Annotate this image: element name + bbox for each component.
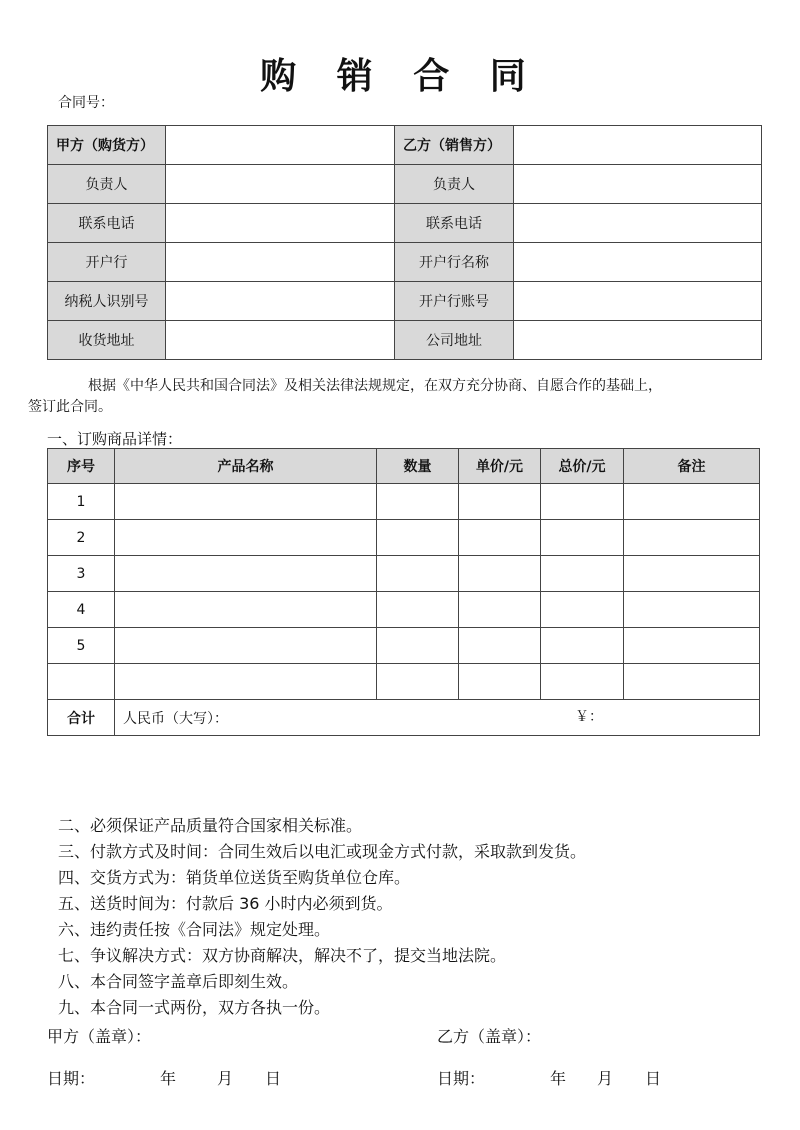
total-label: 合计 xyxy=(48,700,115,736)
row-number: 1 xyxy=(48,484,115,520)
party-b-date-label: 日期： xyxy=(437,1069,486,1088)
party-a-day: 日 xyxy=(265,1069,282,1088)
items-header-cell: 单价/元 xyxy=(459,449,541,484)
unit-price-cell[interactable] xyxy=(459,556,541,592)
items-table xyxy=(47,448,760,736)
term-item: 五、送货时间为：付款后 36 小时内必须到货。 xyxy=(58,894,393,913)
buyer-header: 甲方（购货方） xyxy=(48,126,166,165)
buyer-delivery-address-field[interactable] xyxy=(166,321,395,360)
seller-contact-person-field[interactable] xyxy=(514,165,762,204)
total-price-cell[interactable] xyxy=(541,484,624,520)
quantity-cell[interactable] xyxy=(377,592,459,628)
contract-number-label: 合同号： xyxy=(58,95,114,111)
intro-line-2: 签订此合同。 xyxy=(28,399,112,415)
total-price-cell[interactable] xyxy=(541,664,624,700)
party-b-seal-label: 乙方（盖章）： xyxy=(437,1027,542,1046)
remarks-cell[interactable] xyxy=(624,592,760,628)
section1-title: 一、订购商品详情： xyxy=(47,430,183,448)
buyer-row-label: 开户行 xyxy=(48,243,166,282)
buyer-bank-field[interactable] xyxy=(166,243,395,282)
party-info-table xyxy=(47,125,762,360)
table-row xyxy=(48,628,760,664)
items-header-cell: 序号 xyxy=(48,449,115,484)
seller-name-field[interactable] xyxy=(514,126,762,165)
total-yen-label: ￥： xyxy=(575,709,603,725)
intro-paragraph xyxy=(28,376,768,418)
buyer-row-label: 收货地址 xyxy=(48,321,166,360)
product-name-cell[interactable] xyxy=(115,592,377,628)
items-header-cell: 备注 xyxy=(624,449,760,484)
table-row xyxy=(48,664,760,700)
intro-line-1: 根据《中华人民共和国合同法》及相关法律法规规定，在双方充分协商、自愿合作的基础上， xyxy=(88,378,662,394)
buyer-taxpayer-id-field[interactable] xyxy=(166,282,395,321)
seller-bank-account-field[interactable] xyxy=(514,282,762,321)
row-number: 3 xyxy=(48,556,115,592)
buyer-phone-field[interactable] xyxy=(166,204,395,243)
seller-row-label: 开户行名称 xyxy=(395,243,514,282)
quantity-cell[interactable] xyxy=(377,664,459,700)
seller-row-label: 负责人 xyxy=(395,165,514,204)
unit-price-cell[interactable] xyxy=(459,520,541,556)
product-name-cell[interactable] xyxy=(115,628,377,664)
seller-header: 乙方（销售方） xyxy=(395,126,514,165)
items-header-cell: 数量 xyxy=(377,449,459,484)
seller-bank-name-field[interactable] xyxy=(514,243,762,282)
table-row xyxy=(48,592,760,628)
row-number: 4 xyxy=(48,592,115,628)
party-a-year: 年 xyxy=(160,1069,177,1088)
total-price-cell[interactable] xyxy=(541,628,624,664)
remarks-cell[interactable] xyxy=(624,664,760,700)
quantity-cell[interactable] xyxy=(377,628,459,664)
buyer-contact-person-field[interactable] xyxy=(166,165,395,204)
seller-phone-field[interactable] xyxy=(514,204,762,243)
party-b-year: 年 xyxy=(550,1069,567,1088)
product-name-cell[interactable] xyxy=(115,664,377,700)
contract-terms xyxy=(58,813,586,1021)
row-number xyxy=(48,664,115,700)
quantity-cell[interactable] xyxy=(377,484,459,520)
term-item: 七、争议解决方式：双方协商解决，解决不了，提交当地法院。 xyxy=(58,946,507,965)
buyer-row-label: 纳税人识别号 xyxy=(48,282,166,321)
unit-price-cell[interactable] xyxy=(459,592,541,628)
remarks-cell[interactable] xyxy=(624,520,760,556)
party-a-seal-label: 甲方（盖章）： xyxy=(47,1027,152,1046)
seller-company-address-field[interactable] xyxy=(514,321,762,360)
row-number: 5 xyxy=(48,628,115,664)
items-header-cell: 总价/元 xyxy=(541,449,624,484)
items-header-cell: 产品名称 xyxy=(115,449,377,484)
term-item: 八、本合同签字盖章后即刻生效。 xyxy=(58,972,299,991)
term-item: 二、必须保证产品质量符合国家相关标准。 xyxy=(58,816,363,835)
term-item: 六、违约责任按《合同法》规定处理。 xyxy=(58,920,331,939)
quantity-cell[interactable] xyxy=(377,556,459,592)
unit-price-cell[interactable] xyxy=(459,484,541,520)
term-item: 四、交货方式为：销货单位送货至购货单位仓库。 xyxy=(58,868,411,887)
party-a-date-label: 日期： xyxy=(47,1069,96,1088)
party-b-day: 日 xyxy=(645,1069,662,1088)
unit-price-cell[interactable] xyxy=(459,628,541,664)
remarks-cell[interactable] xyxy=(624,556,760,592)
product-name-cell[interactable] xyxy=(115,556,377,592)
contract-title: 购 销 合 同 xyxy=(260,56,540,97)
party-a-month: 月 xyxy=(217,1069,234,1088)
party-b-month: 月 xyxy=(597,1069,614,1088)
seller-row-label: 开户行账号 xyxy=(395,282,514,321)
seller-row-label: 公司地址 xyxy=(395,321,514,360)
total-price-cell[interactable] xyxy=(541,556,624,592)
seller-row-label: 联系电话 xyxy=(395,204,514,243)
unit-price-cell[interactable] xyxy=(459,664,541,700)
total-rmb-label: 人民币（大写）： xyxy=(123,710,228,727)
total-row xyxy=(48,700,760,736)
table-row xyxy=(48,484,760,520)
table-row xyxy=(48,556,760,592)
term-item: 三、付款方式及时间：合同生效后以电汇或现金方式付款，采取款到发货。 xyxy=(58,842,587,861)
row-number: 2 xyxy=(48,520,115,556)
buyer-row-label: 负责人 xyxy=(48,165,166,204)
term-item: 九、本合同一式两份，双方各执一份。 xyxy=(58,998,331,1017)
buyer-row-label: 联系电话 xyxy=(48,204,166,243)
quantity-cell[interactable] xyxy=(377,520,459,556)
product-name-cell[interactable] xyxy=(115,520,377,556)
buyer-name-field[interactable] xyxy=(166,126,395,165)
table-row xyxy=(48,520,760,556)
product-name-cell[interactable] xyxy=(115,484,377,520)
remarks-cell[interactable] xyxy=(624,628,760,664)
remarks-cell[interactable] xyxy=(624,484,760,520)
total-price-cell[interactable] xyxy=(541,592,624,628)
total-amount-field[interactable] xyxy=(115,700,760,736)
total-price-cell[interactable] xyxy=(541,520,624,556)
